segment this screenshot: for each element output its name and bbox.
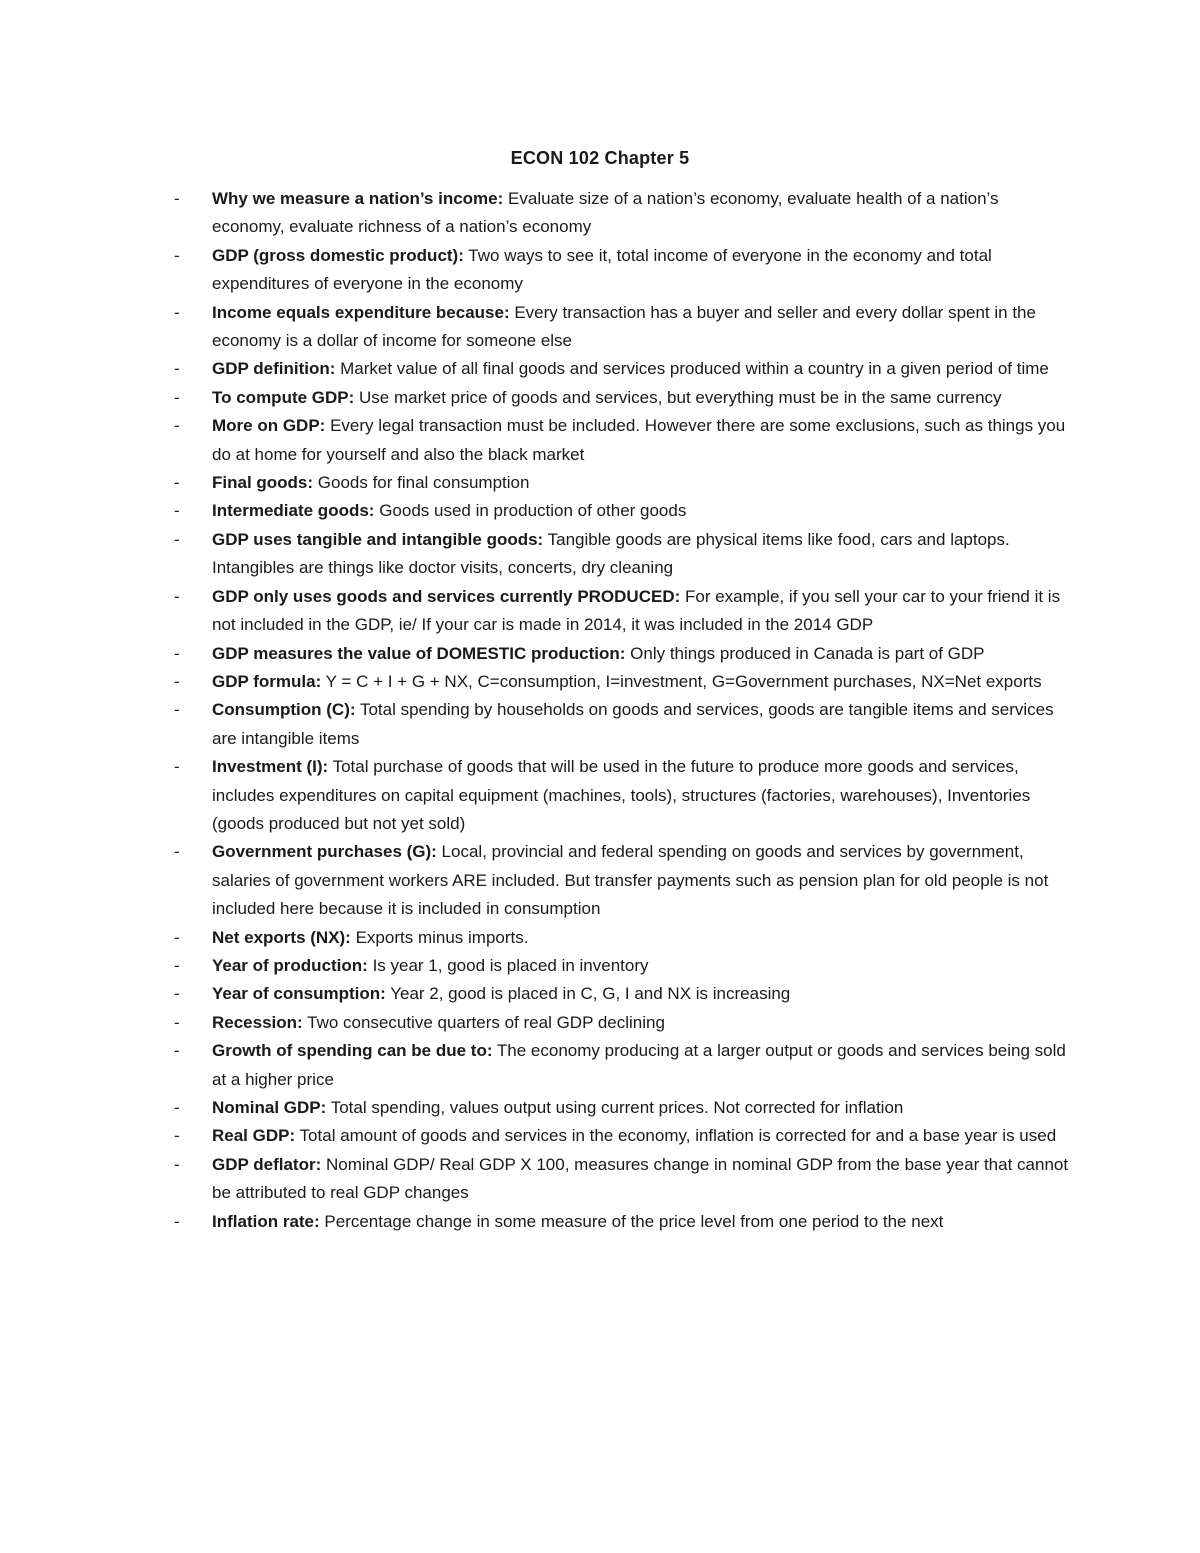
term-label: Investment (I): <box>212 757 329 777</box>
bullet-dash: - <box>174 955 180 975</box>
list-item <box>174 980 1074 1008</box>
bullet-dash: - <box>174 245 180 265</box>
list-item <box>174 952 1074 980</box>
term-definition: Goods used in production of other goods <box>374 501 687 521</box>
term-label: GDP (gross domestic product): <box>212 245 464 265</box>
bullet-dash: - <box>174 671 180 691</box>
term-definition: Is year 1, good is placed in inventory <box>367 955 649 975</box>
term-label: Real GDP: <box>212 1126 296 1146</box>
term-label: More on GDP: <box>212 416 326 436</box>
bullet-dash: - <box>174 189 180 208</box>
list-item <box>174 242 1074 299</box>
term-definition: The economy producing at a larger output or goods and services being sold at a higher price <box>212 1041 1066 1089</box>
term-label: Why we measure a nation’s income: <box>212 189 504 208</box>
term-label: GDP measures the value of DOMESTIC production: <box>212 643 626 663</box>
term-definition: Percentage change in some measure of the price level from one period to the next <box>319 1211 944 1231</box>
term-definition: Exports minus imports. <box>350 927 529 947</box>
bullet-dash: - <box>174 1012 180 1032</box>
list-item <box>174 753 1074 838</box>
bullet-dash: - <box>174 1041 180 1061</box>
bullet-dash: - <box>174 473 180 493</box>
term-label: Final goods: <box>212 473 314 493</box>
list-item <box>174 299 1074 356</box>
bullet-dash: - <box>174 1098 180 1117</box>
list-item <box>174 469 1074 497</box>
bullet-dash: - <box>174 984 180 1004</box>
bullet-dash: - <box>174 757 180 777</box>
term-label: GDP only uses goods and services currently PRODUCED: <box>212 586 681 606</box>
term-definition: Every legal transaction must be included. However there are some exclusions, such as things you do at home for yourself and also the black market <box>212 416 1066 464</box>
term-label: To compute GDP: <box>212 387 355 407</box>
term-definition: Local, provincial and federal spending on goods and services by government, salaries of government workers ARE included. But transfer payments such as pension plan for old people is not included here because it is included in consumption <box>212 842 1049 919</box>
term-definition: Y = C + I + G + NX, C=consumption, I=investment, G=Government purchases, NX=Net exports <box>321 671 1042 691</box>
bullet-dash: - <box>174 586 180 606</box>
term-definition: Total purchase of goods that will be used in the future to produce more goods and services, includes expenditures on capital equipment (machines, tools), structures (factories, warehouses), Inventories (goods produced but not yet sold) <box>212 757 1031 833</box>
term-definition: Market value of all final goods and services produced within a country in a given period of time <box>335 359 1049 379</box>
list-item <box>174 1037 1074 1094</box>
list-item <box>174 1151 1074 1208</box>
term-definition: Two consecutive quarters of real GDP declining <box>302 1012 665 1032</box>
term-label: Net exports (NX): <box>212 927 351 947</box>
term-label: Year of production: <box>212 955 368 975</box>
list-item <box>174 1208 1074 1236</box>
term-definition: Use market price of goods and services, but everything must be in the same currency <box>354 387 1002 407</box>
bullet-dash: - <box>174 842 180 862</box>
term-label: Consumption (C): <box>212 700 356 720</box>
term-definition: Total spending, values output using current prices. Not corrected for inflation <box>326 1098 904 1117</box>
term-definition: Every transaction has a buyer and seller and every dollar spent in the economy is a dollar of income for someone else <box>212 302 1036 351</box>
bullet-dash: - <box>174 643 180 663</box>
term-definition: Year 2, good is placed in C, G, I and NX is increasing <box>385 984 791 1004</box>
list-item <box>174 384 1074 412</box>
term-label: GDP deflator: <box>212 1154 322 1174</box>
term-definition: Two ways to see it, total income of everyone in the economy and total expenditures of everyone in the economy <box>212 245 992 294</box>
bullet-dash: - <box>174 927 180 947</box>
bullet-dash: - <box>174 416 180 436</box>
term-label: Intermediate goods: <box>212 501 375 521</box>
list-item <box>174 185 1074 242</box>
term-label: Nominal GDP: <box>212 1098 327 1117</box>
bullet-dash: - <box>174 1126 180 1146</box>
list-item <box>174 1009 1074 1037</box>
bullet-dash: - <box>174 1211 180 1231</box>
list-item <box>174 1122 1074 1150</box>
list-item <box>174 412 1074 469</box>
list-item <box>174 668 1074 696</box>
list-item <box>174 583 1074 640</box>
bullet-dash: - <box>174 302 180 322</box>
term-definition: Tangible goods are physical items like food, cars and laptops. Intangibles are things like doctor visits, concerts, dry cleaning <box>212 529 1010 578</box>
term-definition: Goods for final consumption <box>313 473 530 493</box>
term-label: Year of consumption: <box>212 984 386 1004</box>
term-definition: Only things produced in Canada is part of GDP <box>625 643 985 663</box>
term-definition: Total spending by households on goods and services, goods are tangible items and services are intangible items <box>212 700 1054 748</box>
list-item <box>174 1094 1074 1122</box>
bullet-dash: - <box>174 387 180 407</box>
list-item <box>174 838 1074 923</box>
bullet-dash: - <box>174 529 180 549</box>
term-label: Government purchases (G): <box>212 842 437 862</box>
term-label: Recession: <box>212 1012 303 1032</box>
notes-list <box>174 185 1074 1236</box>
document-title: ECON 102 Chapter 5 <box>510 148 690 168</box>
bullet-dash: - <box>174 359 180 379</box>
bullet-dash: - <box>174 501 180 521</box>
term-label: GDP uses tangible and intangible goods: <box>212 529 544 549</box>
term-label: GDP formula: <box>212 671 322 691</box>
list-item <box>174 924 1074 952</box>
term-label: Inflation rate: <box>212 1211 320 1231</box>
term-definition: For example, if you sell your car to your friend it is not included in the GDP, ie/ If your car is made in 2014, it was included in the 2014 GDP <box>212 586 1061 635</box>
bullet-dash: - <box>174 1154 180 1174</box>
term-label: Growth of spending can be due to: <box>212 1041 493 1061</box>
bullet-dash: - <box>174 700 180 720</box>
list-item <box>174 696 1074 753</box>
term-definition: Total amount of goods and services in the economy, inflation is corrected for and a base year is used <box>295 1126 1057 1146</box>
list-item <box>174 640 1074 668</box>
list-item <box>174 526 1074 583</box>
term-definition: Evaluate size of a nation’s economy, evaluate health of a nation’s economy, evaluate richness of a nation’s economy <box>212 189 999 237</box>
term-definition: Nominal GDP/ Real GDP X 100, measures change in nominal GDP from the base year that cannot be attributed to real GDP changes <box>212 1154 1069 1203</box>
term-label: GDP definition: <box>212 359 336 379</box>
list-item <box>174 355 1074 383</box>
list-item <box>174 497 1074 525</box>
term-label: Income equals expenditure because: <box>212 302 510 322</box>
